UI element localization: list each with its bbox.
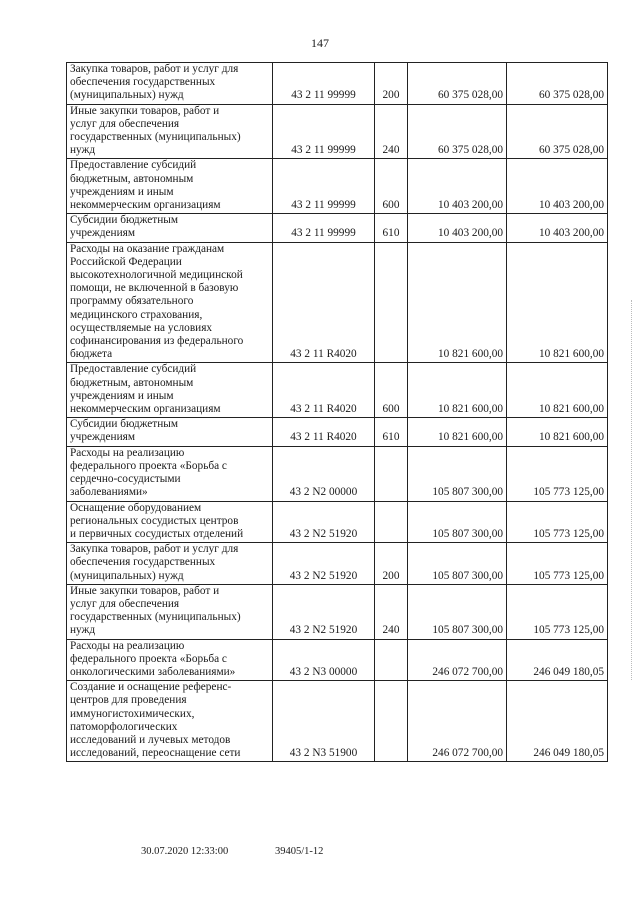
table-row bbox=[67, 681, 608, 762]
expense-name-line: обеспечения государственных bbox=[70, 76, 216, 89]
table-row bbox=[67, 63, 608, 105]
amount-2020-cell: 246 072 700,00 bbox=[408, 681, 507, 762]
table-row bbox=[67, 159, 608, 214]
expense-name-line: программу обязательного bbox=[70, 295, 194, 308]
classification-code-cell: 43 2 N2 51920 bbox=[273, 543, 375, 585]
expense-type-cell: 600 bbox=[375, 159, 408, 214]
expense-name-line: высокотехнологичной медицинской bbox=[70, 269, 243, 282]
amount-2021-cell: 10 821 600,00 bbox=[507, 363, 608, 418]
amount-2020-cell: 10 821 600,00 bbox=[408, 418, 507, 446]
expense-type-cell bbox=[375, 242, 408, 363]
expense-name-cell bbox=[67, 543, 273, 585]
amount-2020-cell: 10 821 600,00 bbox=[408, 363, 507, 418]
expense-name-line: сердечно-сосудистыми bbox=[70, 473, 181, 486]
expense-name-cell bbox=[67, 584, 273, 639]
table-row bbox=[67, 584, 608, 639]
expense-type-cell: 200 bbox=[375, 63, 408, 105]
classification-code-cell: 43 2 11 99999 bbox=[273, 104, 375, 159]
expense-name-line: онкологическими заболеваниями» bbox=[70, 665, 236, 678]
expense-name-line: Оснащение оборудованием bbox=[70, 501, 202, 514]
expense-name-line: бюджетным, автономным bbox=[70, 172, 194, 185]
expense-name-line: Иные закупки товаров, работ и bbox=[70, 104, 220, 117]
expense-name-line: учреждениям и иным bbox=[70, 389, 174, 402]
amount-2021-cell: 105 773 125,00 bbox=[507, 584, 608, 639]
amount-2021-cell: 10 403 200,00 bbox=[507, 159, 608, 214]
amount-2021-cell: 105 773 125,00 bbox=[507, 446, 608, 501]
expense-name-cell bbox=[67, 418, 273, 446]
expense-name-line: центров для проведения bbox=[70, 694, 187, 707]
expense-name-line: некоммерческим организациям bbox=[70, 199, 221, 212]
expense-name-cell bbox=[67, 501, 273, 543]
expense-name-line: Закупка товаров, работ и услуг для bbox=[70, 63, 239, 75]
expense-name-cell bbox=[67, 159, 273, 214]
expense-name-line: (муниципальных) нужд bbox=[70, 89, 184, 102]
expense-name-line: федерального проекта «Борьба с bbox=[70, 459, 227, 472]
amount-2020-cell: 105 807 300,00 bbox=[408, 501, 507, 543]
expense-name-line: государственных (муниципальных) bbox=[70, 611, 241, 624]
amount-2021-cell: 105 773 125,00 bbox=[507, 543, 608, 585]
expense-type-cell: 200 bbox=[375, 543, 408, 585]
expense-name-line: медицинского страхования, bbox=[70, 308, 203, 321]
expense-name-line: софинансирования из федерального bbox=[70, 335, 244, 348]
expense-type-cell: 610 bbox=[375, 214, 408, 242]
table-row bbox=[67, 418, 608, 446]
expense-name-line: услуг для обеспечения bbox=[70, 597, 180, 610]
classification-code-cell: 43 2 N2 51920 bbox=[273, 501, 375, 543]
expense-name-line: помощи, не включенной в базовую bbox=[70, 282, 239, 295]
expense-name-cell bbox=[67, 104, 273, 159]
expense-name-line: исследований, переоснащение сети bbox=[70, 747, 241, 760]
table-row bbox=[67, 446, 608, 501]
classification-code-cell: 43 2 N3 51900 bbox=[273, 681, 375, 762]
amount-2020-cell: 10 403 200,00 bbox=[408, 159, 507, 214]
expense-name-cell bbox=[67, 63, 273, 105]
expense-name-line: федерального проекта «Борьба с bbox=[70, 652, 227, 665]
amount-2021-cell: 60 375 028,00 bbox=[507, 63, 608, 105]
expense-name-line: учреждениям bbox=[70, 431, 135, 444]
expense-name-line: (муниципальных) нужд bbox=[70, 569, 184, 582]
table-row bbox=[67, 242, 608, 363]
expense-type-cell bbox=[375, 446, 408, 501]
expense-name-line: патоморфологических bbox=[70, 720, 178, 733]
amount-2021-cell: 246 049 180,05 bbox=[507, 681, 608, 762]
expense-type-cell bbox=[375, 501, 408, 543]
classification-code-cell: 43 2 11 99999 bbox=[273, 214, 375, 242]
expense-type-cell: 240 bbox=[375, 584, 408, 639]
classification-code-cell: 43 2 11 R4020 bbox=[273, 363, 375, 418]
expense-name-line: Субсидии бюджетным bbox=[70, 214, 178, 227]
expense-name-line: Предоставление субсидий bbox=[70, 159, 197, 172]
amount-2020-cell: 246 072 700,00 bbox=[408, 639, 507, 681]
expense-type-cell: 610 bbox=[375, 418, 408, 446]
classification-code-cell: 43 2 11 R4020 bbox=[273, 418, 375, 446]
page-number: 147 bbox=[311, 36, 329, 50]
expense-name-line: Расходы на реализацию bbox=[70, 639, 185, 652]
amount-2020-cell: 10 821 600,00 bbox=[408, 242, 507, 363]
expense-name-line: иммуногистохимических, bbox=[70, 707, 195, 720]
expense-name-line: обеспечения государственных bbox=[70, 556, 216, 569]
amount-2021-cell: 246 049 180,05 bbox=[507, 639, 608, 681]
expense-name-line: и первичных сосудистых отделений bbox=[70, 527, 244, 540]
table-row bbox=[67, 543, 608, 585]
expense-name-line: исследований и лучевых методов bbox=[70, 733, 231, 746]
expense-name-line: осуществляемые на условиях bbox=[70, 321, 213, 334]
expense-name-line: учреждениям bbox=[70, 227, 135, 240]
classification-code-cell: 43 2 N2 51920 bbox=[273, 584, 375, 639]
expense-name-line: услуг для обеспечения bbox=[70, 117, 180, 130]
expense-name-cell bbox=[67, 681, 273, 762]
amount-2020-cell: 60 375 028,00 bbox=[408, 104, 507, 159]
expense-type-cell bbox=[375, 639, 408, 681]
table-row bbox=[67, 363, 608, 418]
margin-scan-mark bbox=[631, 300, 634, 680]
expense-name-line: Иные закупки товаров, работ и bbox=[70, 584, 220, 597]
table-row bbox=[67, 214, 608, 242]
expense-name-line: бюджетным, автономным bbox=[70, 376, 194, 389]
budget-table bbox=[66, 62, 608, 762]
expense-name-line: некоммерческим организациям bbox=[70, 403, 221, 416]
amount-2020-cell: 60 375 028,00 bbox=[408, 63, 507, 105]
table-row bbox=[67, 104, 608, 159]
expense-name-cell bbox=[67, 214, 273, 242]
amount-2020-cell: 10 403 200,00 bbox=[408, 214, 507, 242]
amount-2021-cell: 60 375 028,00 bbox=[507, 104, 608, 159]
classification-code-cell: 43 2 11 99999 bbox=[273, 159, 375, 214]
expense-name-line: заболеваниями» bbox=[70, 486, 148, 499]
expense-name-line: Закупка товаров, работ и услуг для bbox=[70, 543, 239, 556]
classification-code-cell: 43 2 N3 00000 bbox=[273, 639, 375, 681]
expense-type-cell: 600 bbox=[375, 363, 408, 418]
expense-name-line: государственных (муниципальных) bbox=[70, 131, 241, 144]
classification-code-cell: 43 2 11 R4020 bbox=[273, 242, 375, 363]
expense-name-cell bbox=[67, 446, 273, 501]
expense-type-cell bbox=[375, 681, 408, 762]
table-row bbox=[67, 639, 608, 681]
footer-document-id: 39405/1-12 bbox=[275, 846, 324, 857]
expense-name-line: бюджета bbox=[70, 348, 113, 361]
expense-type-cell: 240 bbox=[375, 104, 408, 159]
expense-name-line: региональных сосудистых центров bbox=[70, 514, 239, 527]
amount-2021-cell: 105 773 125,00 bbox=[507, 501, 608, 543]
amount-2020-cell: 105 807 300,00 bbox=[408, 584, 507, 639]
table-row bbox=[67, 501, 608, 543]
expense-name-line: нужд bbox=[70, 144, 96, 157]
footer-timestamp: 30.07.2020 12:33:00 bbox=[141, 846, 229, 857]
classification-code-cell: 43 2 N2 00000 bbox=[273, 446, 375, 501]
expense-name-cell bbox=[67, 363, 273, 418]
expense-name-line: Расходы на реализацию bbox=[70, 446, 185, 459]
amount-2021-cell: 10 403 200,00 bbox=[507, 214, 608, 242]
expense-name-line: Российской Федерации bbox=[70, 255, 182, 268]
expense-name-line: Субсидии бюджетным bbox=[70, 418, 178, 431]
expense-name-line: учреждениям и иным bbox=[70, 185, 174, 198]
amount-2021-cell: 10 821 600,00 bbox=[507, 418, 608, 446]
classification-code-cell: 43 2 11 99999 bbox=[273, 63, 375, 105]
budget-table-body bbox=[67, 63, 608, 762]
expense-name-line: нужд bbox=[70, 624, 96, 637]
amount-2021-cell: 10 821 600,00 bbox=[507, 242, 608, 363]
expense-name-cell bbox=[67, 639, 273, 681]
expense-name-cell bbox=[67, 242, 273, 363]
expense-name-line: Предоставление субсидий bbox=[70, 363, 197, 376]
amount-2020-cell: 105 807 300,00 bbox=[408, 543, 507, 585]
amount-2020-cell: 105 807 300,00 bbox=[408, 446, 507, 501]
expense-name-line: Расходы на оказание гражданам bbox=[70, 242, 225, 255]
expense-name-line: Создание и оснащение референс- bbox=[70, 681, 232, 694]
